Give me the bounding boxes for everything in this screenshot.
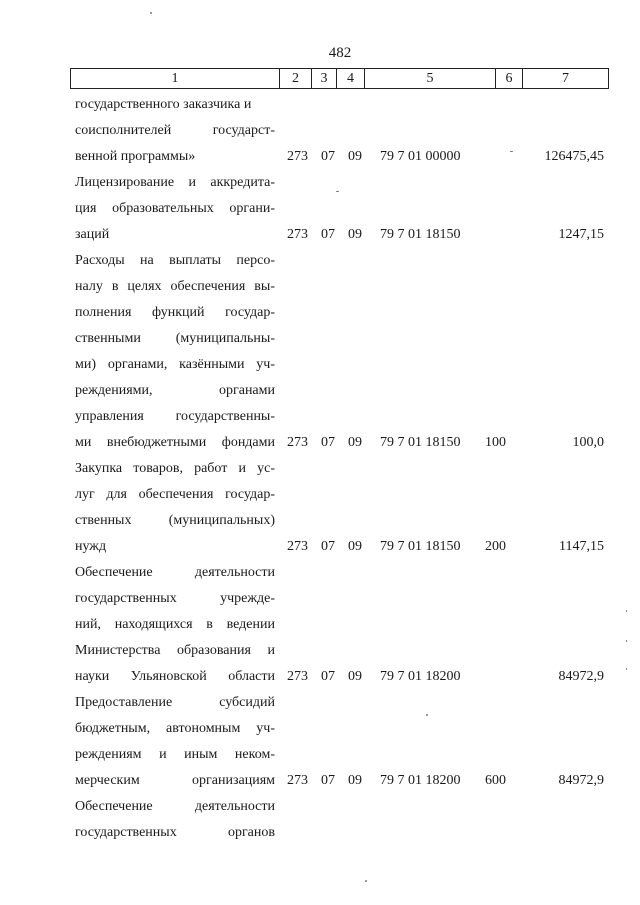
scan-speck	[365, 880, 367, 882]
admin-code-cell: 273	[287, 539, 308, 554]
column-header-3: 3	[312, 69, 337, 89]
target-article-cell: 79 7 01 18200	[380, 773, 461, 788]
row-description: Предоставление субсидий	[75, 695, 275, 710]
scan-speck	[150, 12, 152, 14]
table-row	[75, 794, 608, 820]
subsection-code-cell: 09	[348, 149, 362, 164]
table-row	[75, 534, 608, 560]
table-row	[75, 638, 608, 664]
table-row	[75, 170, 608, 196]
row-description: реждениями, органами	[75, 383, 275, 398]
scan-speck	[626, 610, 627, 612]
expense-type-cell: 100	[485, 435, 506, 450]
table-row	[75, 222, 608, 248]
row-description: Обеспечение деятельности	[75, 799, 275, 814]
target-article-cell: 79 7 01 18150	[380, 435, 461, 450]
row-description: государственных органов	[75, 825, 275, 840]
admin-code-cell: 273	[287, 669, 308, 684]
column-header-2: 2	[280, 69, 312, 89]
row-description: ственных (муниципальных)	[75, 513, 275, 528]
row-description: соисполнителей государст-	[75, 123, 275, 138]
table-row	[75, 508, 608, 534]
section-code-cell: 07	[321, 227, 335, 242]
amount-cell: 126475,45	[544, 149, 604, 164]
table-row	[75, 118, 608, 144]
column-header-7: 7	[523, 69, 609, 89]
table-row	[75, 742, 608, 768]
row-description: мерческим организациям	[75, 773, 275, 788]
row-description: управления государственны-	[75, 409, 275, 424]
subsection-code-cell: 09	[348, 227, 362, 242]
scan-speck	[510, 151, 513, 152]
table-body	[75, 92, 608, 846]
row-description: заций	[75, 227, 110, 242]
amount-cell: 1247,15	[558, 227, 604, 242]
page-number: 482	[328, 45, 352, 61]
table-row	[75, 612, 608, 638]
row-description: ция образовательных органи-	[75, 201, 275, 216]
table-row	[75, 274, 608, 300]
scan-speck	[626, 640, 627, 642]
section-code-cell: 07	[321, 149, 335, 164]
amount-cell: 84972,9	[558, 669, 604, 684]
subsection-code-cell: 09	[348, 773, 362, 788]
admin-code-cell: 273	[287, 149, 308, 164]
column-header-row	[71, 69, 609, 89]
target-article-cell: 79 7 01 18150	[380, 539, 461, 554]
column-header-6: 6	[496, 69, 523, 89]
expense-type-cell: 600	[485, 773, 506, 788]
row-description: реждениям и иным неком-	[75, 747, 275, 762]
target-article-cell: 79 7 01 18150	[380, 227, 461, 242]
table-row	[75, 378, 608, 404]
row-description: ний, находящихся в ведении	[75, 617, 275, 632]
section-code-cell: 07	[321, 539, 335, 554]
table-row	[75, 768, 608, 794]
row-description: нужд	[75, 539, 107, 554]
admin-code-cell: 273	[287, 435, 308, 450]
row-description: венной программы»	[75, 149, 196, 164]
subsection-code-cell: 09	[348, 435, 362, 450]
table-row	[75, 456, 608, 482]
section-code-cell: 07	[321, 435, 335, 450]
target-article-cell: 79 7 01 18200	[380, 669, 461, 684]
row-description: ми внебюджетными фондами	[75, 435, 275, 450]
table-row	[75, 404, 608, 430]
table-row	[75, 326, 608, 352]
table-row	[75, 716, 608, 742]
table-row	[75, 92, 608, 118]
table-row	[75, 586, 608, 612]
column-header-1: 1	[71, 69, 280, 89]
admin-code-cell: 273	[287, 227, 308, 242]
section-code-cell: 07	[321, 669, 335, 684]
table-row	[75, 664, 608, 690]
scan-speck	[336, 191, 339, 192]
table-row	[75, 482, 608, 508]
amount-cell: 84972,9	[558, 773, 604, 788]
scan-speck	[426, 714, 428, 716]
table-row	[75, 430, 608, 456]
row-description: государственного заказчика и	[75, 97, 252, 112]
table-row	[75, 300, 608, 326]
admin-code-cell: 273	[287, 773, 308, 788]
amount-cell: 100,0	[572, 435, 604, 450]
row-description: полнения функций государ-	[75, 305, 275, 320]
column-header-table	[70, 68, 609, 89]
table-row	[75, 820, 608, 846]
column-header-4: 4	[337, 69, 365, 89]
row-description: Закупка товаров, работ и ус-	[75, 461, 275, 476]
row-description: государственных учрежде-	[75, 591, 275, 606]
row-description: Лицензирование и аккредита-	[75, 175, 275, 190]
row-description: Обеспечение деятельности	[75, 565, 275, 580]
expense-type-cell: 200	[485, 539, 506, 554]
row-description: луг для обеспечения государ-	[75, 487, 275, 502]
subsection-code-cell: 09	[348, 539, 362, 554]
table-row	[75, 144, 608, 170]
subsection-code-cell: 09	[348, 669, 362, 684]
row-description: науки Ульяновской области	[75, 669, 275, 684]
row-description: ственными (муниципальны-	[75, 331, 275, 346]
row-description: налу в целях обеспечения вы-	[75, 279, 275, 294]
row-description: Министерства образования и	[75, 643, 275, 658]
target-article-cell: 79 7 01 00000	[380, 149, 461, 164]
row-description: ми) органами, казёнными уч-	[75, 357, 275, 372]
column-header-5: 5	[365, 69, 496, 89]
table-row	[75, 690, 608, 716]
amount-cell: 1147,15	[559, 539, 604, 554]
scan-speck	[626, 668, 627, 670]
table-row	[75, 196, 608, 222]
row-description: бюджетным, автономным уч-	[75, 721, 275, 736]
table-row	[75, 248, 608, 274]
table-row	[75, 352, 608, 378]
section-code-cell: 07	[321, 773, 335, 788]
table-row	[75, 560, 608, 586]
row-description: Расходы на выплаты персо-	[75, 253, 275, 268]
